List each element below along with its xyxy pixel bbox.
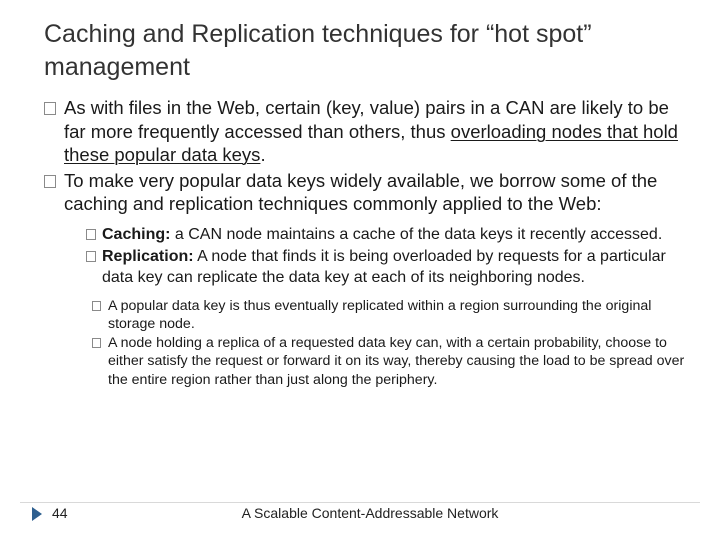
slide-content [44, 96, 684, 390]
bullet-text-end: . [260, 144, 266, 165]
square-bullet-icon [86, 251, 96, 262]
bullet-text: To make very popular data keys widely available, we borrow some of the caching and replication techniques commonly applied to the Web: [64, 169, 658, 214]
sub-bullet-term: Caching: [102, 225, 171, 243]
slide-title: Caching and Replication techniques for “hot spot” management [44, 20, 592, 81]
page-marker-arrow-icon [32, 507, 42, 521]
square-bullet-icon [92, 301, 101, 311]
sub-bullet-text: A node that finds it is being overloaded by requests for a particular data key can replicate the data key at each of its neighboring nodes. [102, 247, 666, 286]
sub-bullet-term: Replication: [102, 247, 194, 265]
bullet-item [44, 169, 684, 216]
sub-bullet-item [86, 224, 692, 245]
square-bullet-icon [86, 229, 96, 240]
sub-sub-bullet-item [92, 334, 693, 389]
sub-sub-bullet-text: A node holding a replica of a requested data key can, with a certain probability, choose to either satisfy the request or forward it on its way, thereby causing the load to be spread over the entire region rather than just along the periphery. [108, 335, 685, 388]
sub-sub-bullet-item [92, 297, 693, 334]
sub-bullet-item [86, 246, 692, 288]
square-bullet-icon [92, 338, 101, 348]
bullet-underlined-text: overloading nodes that hold these popular data keys [64, 120, 678, 165]
square-bullet-icon [44, 102, 56, 115]
bullet-item [44, 96, 684, 167]
sub-bullet-text: a CAN node maintains a cache of the data keys it recently accessed. [170, 225, 663, 243]
footer-divider [20, 502, 700, 503]
bullet-text: As with files in the Web, certain (key, value) pairs in a CAN are likely to be far more frequently accessed than others, thus [64, 97, 669, 142]
footer-text: A Scalable Content-Addressable Network [241, 505, 499, 521]
sub-sub-bullet-text: A popular data key is thus eventually replicated within a region surrounding the original storage node. [108, 297, 652, 332]
square-bullet-icon [44, 175, 56, 188]
page-number: 44 [52, 505, 68, 521]
